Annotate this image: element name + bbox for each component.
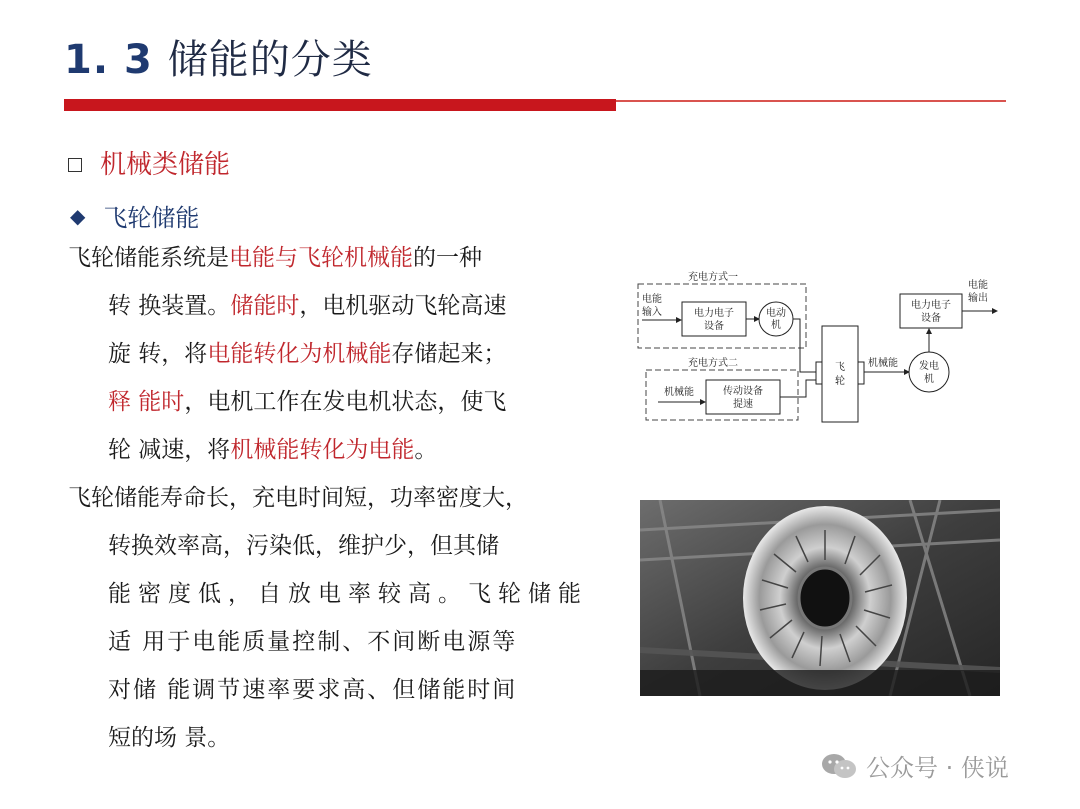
arrow-head (926, 328, 932, 334)
generator-label-2: 机 (924, 374, 934, 385)
generator-label-1: 发电 (919, 361, 939, 372)
flywheel-diagram (628, 262, 1006, 434)
wechat-icon (820, 752, 858, 780)
subsection-heading (70, 198, 199, 233)
output-label-1: 电能 (968, 280, 988, 291)
generator-circle (909, 352, 949, 392)
text-span: 存储起来； (391, 341, 507, 367)
square-bullet-icon (68, 158, 82, 172)
mech-energy-out-label: 机械能 (868, 358, 898, 369)
watermark (820, 748, 1009, 783)
para1-line (68, 282, 506, 330)
arrow-head (700, 399, 706, 405)
paragraph-flywheel-features (68, 474, 588, 762)
para2-line: 转换效率高，污染低，维护少，但其储 (108, 533, 499, 559)
mode1-label: 充电方式一 (688, 272, 738, 283)
subsection-label: 飞轮储能 (103, 204, 200, 232)
motor-label-1: 电动 (766, 308, 786, 319)
pe-out-label-2: 设备 (921, 313, 941, 324)
highlight-span: 释 能时 (108, 389, 185, 415)
text-span: ，电机驱动飞轮高速 (299, 293, 507, 319)
para1-line (68, 426, 506, 474)
transmission-label-2: 提速 (733, 399, 753, 410)
para1-line (68, 330, 506, 378)
flywheel-label-2: 轮 (835, 376, 845, 387)
para1-line (68, 378, 506, 426)
page-title (64, 28, 373, 85)
diamond-bullet-icon: ◆ (70, 203, 86, 228)
flywheel-photo (640, 500, 1000, 696)
title-underline-thick (64, 99, 616, 111)
text-span: 飞轮储能系统是 (68, 245, 229, 271)
highlight-span: 储能时 (230, 293, 300, 319)
highlight-span: 电能转化为机械能 (207, 341, 392, 367)
watermark-text: 公众号 · 侠说 (866, 754, 1009, 782)
para2-line: 飞轮储能寿命长，充电时间短，功率密度大， (68, 485, 528, 511)
para2-line: 对储 能调节速率要求高、但储能时间 (108, 677, 518, 703)
input-label-2: 输入 (642, 307, 662, 318)
pe-label-1: 电力电子 (694, 308, 734, 319)
para2-line: 能密度低，自放电率较高。飞轮储能 (108, 581, 588, 607)
section-heading (68, 144, 230, 181)
output-label-2: 输出 (968, 293, 988, 304)
text-span: 的一种 (413, 245, 482, 271)
input-label-1: 电能 (642, 294, 662, 305)
arrow-head (992, 308, 998, 314)
text-span: 旋 转，将 (108, 341, 208, 367)
highlight-span: 机械能转化为电能 (230, 437, 415, 463)
pe-out-label-1: 电力电子 (911, 300, 951, 311)
flywheel-shaft-right (858, 362, 864, 384)
flywheel-shaft-left (816, 362, 822, 384)
text-span: 轮 减速，将 (108, 437, 231, 463)
para2-line: 短的场 景。 (108, 725, 231, 751)
para1-line (68, 234, 506, 282)
section-label: 机械类储能 (100, 150, 231, 180)
text-span: 转 换装置。 (108, 293, 231, 319)
flywheel-label-1: 飞 (835, 362, 845, 373)
connector-line (793, 319, 816, 372)
text-span: ，电机工作在发电机状态，使飞 (184, 389, 507, 415)
mech-energy-label: 机械能 (664, 387, 694, 398)
arrow-head (676, 317, 682, 323)
mode2-label: 充电方式二 (688, 358, 738, 369)
transmission-label-1: 传动设备 (723, 386, 763, 397)
text-span: 。 (414, 437, 438, 463)
flywheel-box (822, 326, 858, 422)
motor-label-2: 机 (771, 320, 781, 331)
paragraph-flywheel-system (68, 234, 506, 474)
para2-line: 适 用于电能质量控制、不间断电源等 (108, 629, 518, 655)
pe-label-2: 设备 (704, 321, 724, 332)
title-underline-thin (616, 100, 1006, 102)
title-text: 储能的分类 (167, 37, 373, 83)
title-number: 1. 3 (64, 37, 153, 83)
highlight-span: 电能与飞轮机械能 (229, 245, 413, 271)
